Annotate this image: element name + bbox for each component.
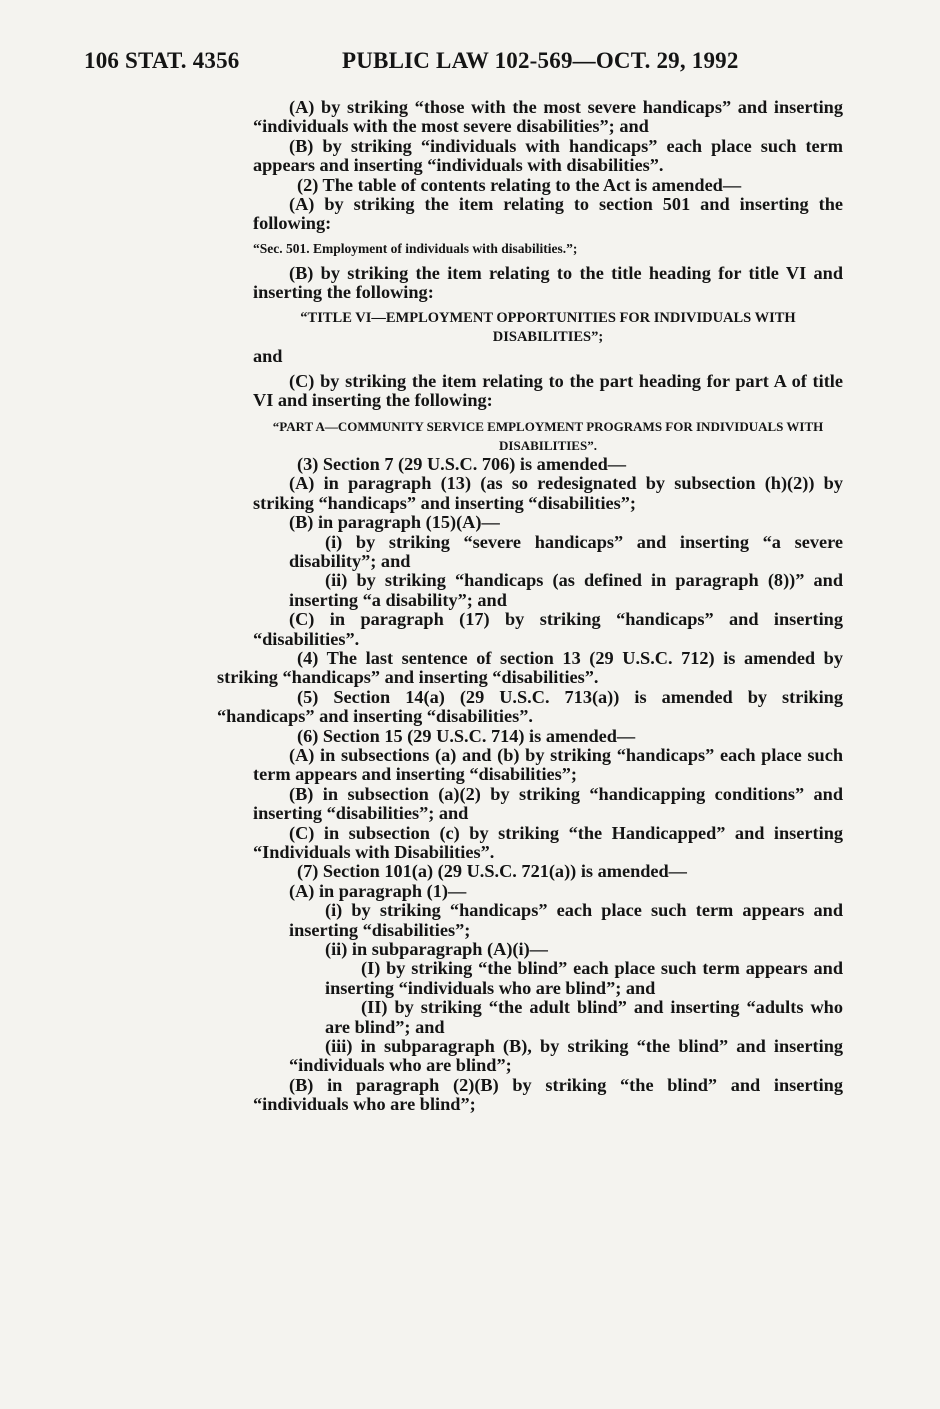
paragraph: (B) by striking the item relating to the title heading for title VI and inserting the following: [253,262,843,303]
paragraph: (A) in paragraph (13) (as so redesignated by subsection (h)(2)) by striking “handicaps” and inserting “disabilities”; [253,473,843,513]
law-title: PUBLIC LAW 102-569—OCT. 29, 1992 [342,48,739,73]
paragraph: (C) in paragraph (17) by striking “handicaps” and inserting “disabilities”. [253,609,843,649]
paragraph: (I) by striking “the blind” each place such term appears and inserting “individuals who are blind”; and [325,958,843,998]
inserted-part-heading: “PART A—COMMUNITY SERVICE EMPLOYMENT PROGRAMS FOR INDIVIDUALS WITH DISABILITIES”. [272,418,824,453]
paragraph: (C) by striking the item relating to the part heading for part A of title VI and inserting the following: [253,371,843,411]
paragraph: (5) Section 14(a) (29 U.S.C. 713(a)) is amended by striking “handicaps” and inserting “disabilities”. [217,686,843,727]
paragraph: (B) in paragraph (2)(B) by striking “the blind” and inserting “individuals who are blind”; [253,1074,843,1115]
paragraph: (ii) by striking “handicaps (as defined in paragraph (8))” and inserting “a disability”; and [289,570,843,610]
page-reference: 106 STAT. 4356 [84,48,240,73]
paragraph: (A) by striking “those with the most severe handicaps” and inserting “individuals with the most severe disabilities”; and [253,97,843,137]
inserted-section-line: “Sec. 501. Employment of individuals with disabilities.”; [253,240,578,256]
paragraph: (A) in paragraph (1)— [289,880,467,901]
paragraph: (II) by striking “the adult blind” and inserting “adults who are blind”; and [325,997,843,1037]
paragraph: (i) by striking “handicaps” each place such term appears and inserting “disabilities”; [289,900,843,940]
paragraph: (3) Section 7 (29 U.S.C. 706) is amended— [297,453,627,474]
paragraph: (i) by striking “severe handicaps” and inserting “a severe disability”; and [289,531,843,571]
document-body [217,97,843,1115]
paragraph: (7) Section 101(a) (29 U.S.C. 721(a)) is amended— [297,861,687,882]
paragraph: (B) in paragraph (15)(A)— [289,512,500,533]
paragraph: (iii) in subparagraph (B), by striking “the blind” and inserting “individuals who are blind”; [289,1036,843,1076]
paragraph: (6) Section 15 (29 U.S.C. 714) is amended— [297,725,636,746]
paragraph: (A) by striking the item relating to section 501 and inserting the following: [253,194,843,234]
paragraph: (ii) in subparagraph (A)(i)— [325,939,548,960]
inserted-title-heading: “TITLE VI—EMPLOYMENT OPPORTUNITIES FOR INDIVIDUALS WITH DISABILITIES”; [300,309,796,345]
paragraph: (C) in subsection (c) by striking “the Handicapped” and inserting “Individuals with Disabilities”. [253,822,843,862]
conjunction: and [253,345,283,366]
paragraph: (B) in subsection (a)(2) by striking “handicapping conditions” and inserting “disabilities”; and [253,783,843,824]
paragraph: (2) The table of contents relating to the Act is amended— [297,174,742,195]
paragraph: (B) by striking “individuals with handicaps” each place such term appears and inserting “individuals with disabilities”. [253,135,843,176]
paragraph: (4) The last sentence of section 13 (29 U.S.C. 712) is amended by striking “handicaps” and inserting “disabilities”. [217,647,843,688]
paragraph: (A) in subsections (a) and (b) by striking “handicaps” each place such term appears and inserting “disabilities”; [253,744,843,785]
